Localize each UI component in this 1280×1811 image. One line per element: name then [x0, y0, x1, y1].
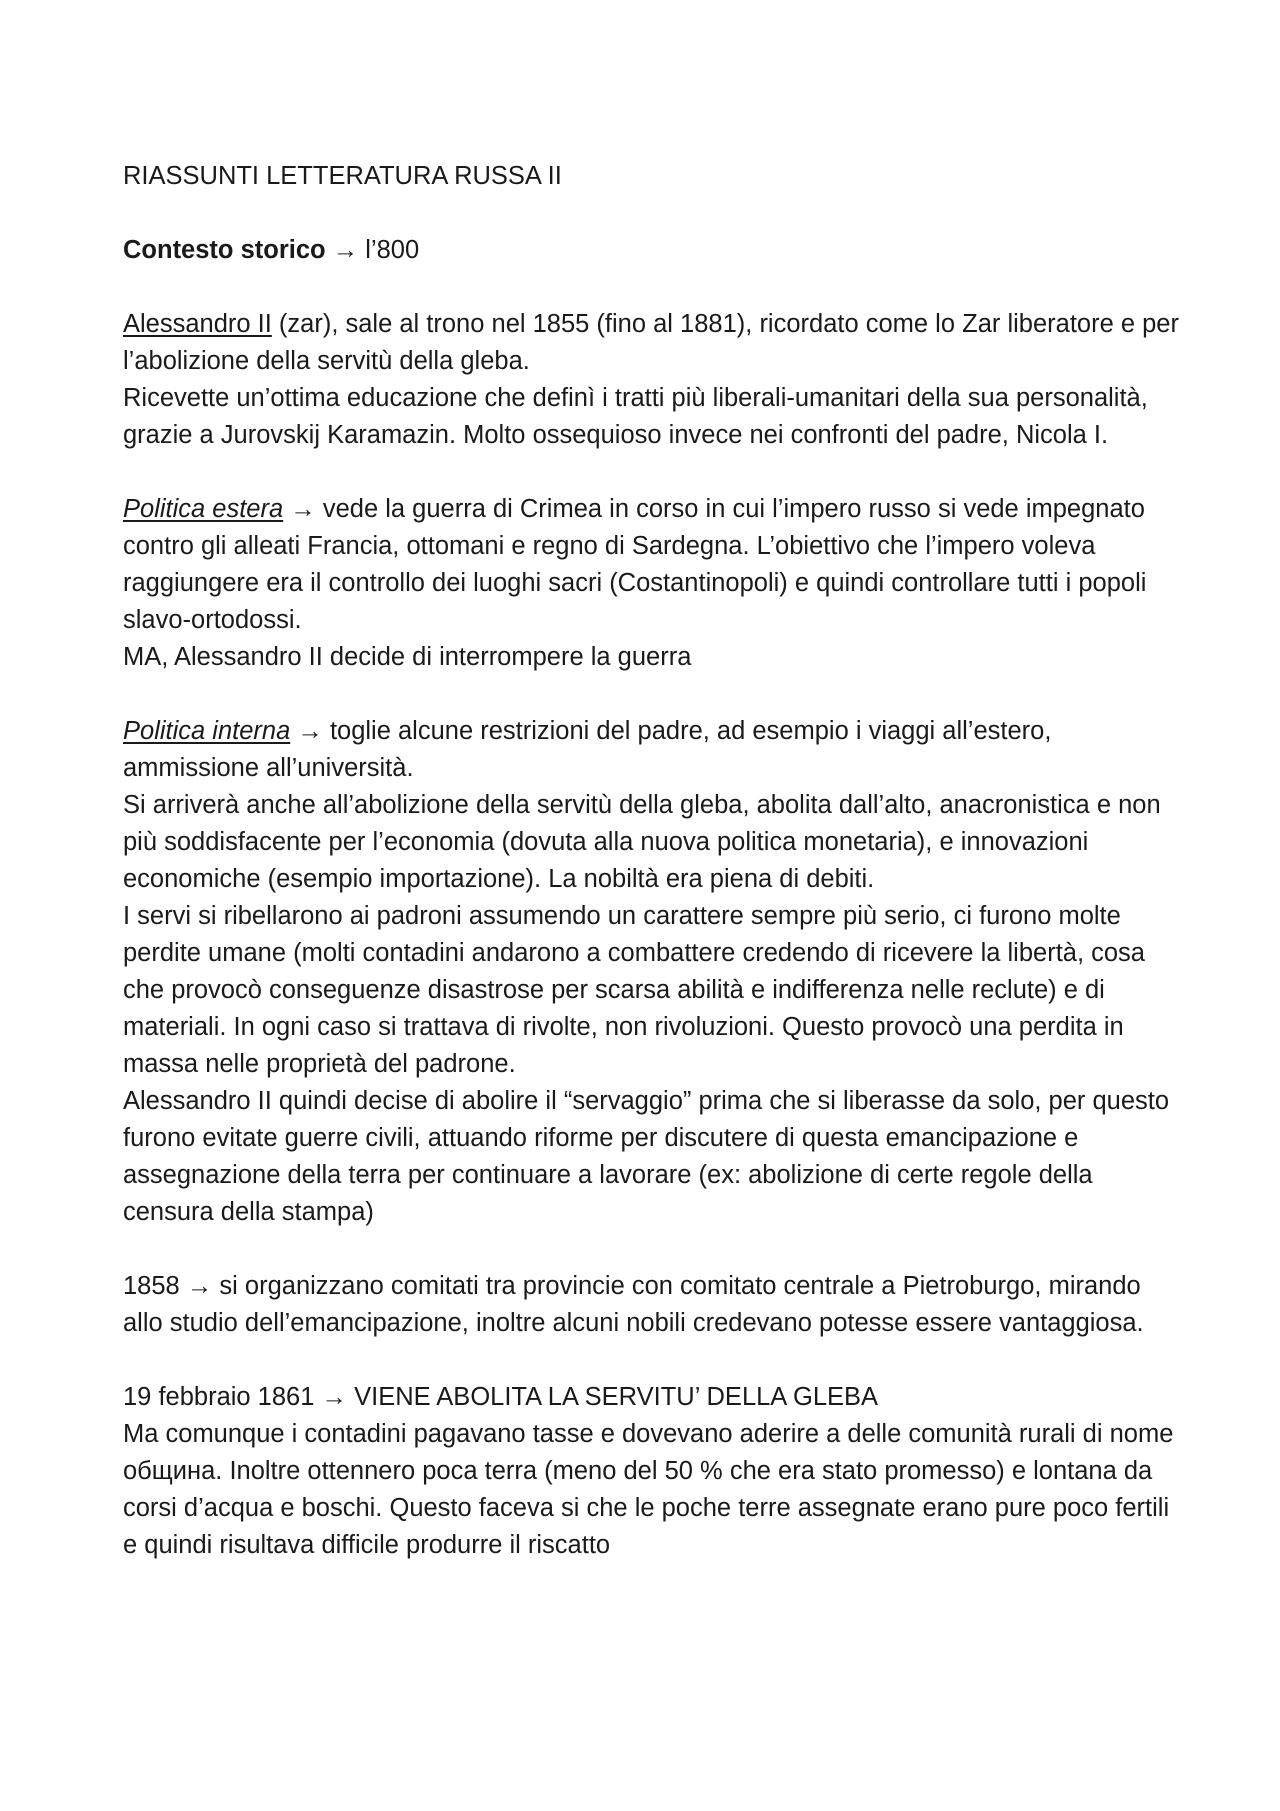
paragraph-politica-estera [123, 491, 1183, 676]
arrow-icon: → [186, 1272, 213, 1300]
politica-interna-riforme: Alessandro II quindi decise di abolire il “servaggio” prima che si liberasse da solo, per questo furono evitate guerre civili, attuando riforme per discutere di questa emancipazione e assegnazione della terra per continuare a lavorare (ex: abolizione di certe regole della censura della stampa) [123, 1087, 1170, 1226]
politica-interna-text: toglie alcune restrizioni del padre, ad esempio i viaggi all’estero, ammissione all’università. [123, 717, 1052, 782]
alessandro-education-text: Ricevette un’ottima educazione che definì i tratti più liberali-umanitari della sua personalità, grazie a Jurovskij Karamazin. Molto ossequioso invece nei confronti del padre, Nicola I. [123, 384, 1148, 449]
politica-estera-conclusion: MA, Alessandro II decide di interrompere la guerra [123, 643, 692, 671]
politica-estera-text: vede la guerra di Crimea in corso in cui l’impero russo si vede impegnato contro gli alleati Francia, ottomani e regno di Sardegna. L’obiettivo che l’impero voleva raggiungere era il controllo dei luoghi sacri (Costantinopoli) e quindi controllare tutti i popoli slavo-ortodossi. [123, 495, 1147, 634]
politica-estera-label: Politica estera [123, 495, 284, 523]
alessandro-name: Alessandro II [123, 310, 272, 338]
arrow-icon: → [321, 1383, 348, 1411]
section-heading-topic: l’800 [365, 236, 420, 264]
year-1858: 1858 [123, 1272, 180, 1300]
section-heading-label: Contesto storico [123, 236, 326, 264]
arrow-icon: → [297, 717, 323, 745]
text-1861: Ma comunque i contadini pagavano tasse e dovevano aderire a delle comunità rurali di nome община. Inoltre ottennero poca terra (meno del 50 % che era stato promesso) e lontana da corsi d’acqua e boschi. Questo faceva si che le poche terre assegnate erano pure poco fertili e quindi risultava difficile produrre il riscatto [123, 1420, 1174, 1559]
document-page [123, 158, 1183, 1601]
headline-1861: VIENE ABOLITA LA SERVITU’ DELLA GLEBA [347, 1383, 879, 1411]
document-title: RIASSUNTI LETTERATURA RUSSA II [123, 162, 562, 190]
politica-interna-label: Politica interna [123, 717, 291, 745]
paragraph-alessandro [123, 306, 1183, 454]
paragraph-1858 [123, 1268, 1183, 1342]
arrow-icon: → [290, 495, 316, 523]
paragraph-1861 [123, 1379, 1183, 1564]
date-1861: 19 febbraio 1861 [123, 1383, 315, 1411]
paragraph-politica-interna [123, 713, 1183, 1231]
alessandro-text: (zar), sale al trono nel 1855 (fino al 1881), ricordato come lo Zar liberatore e per l’abolizione della servitù della gleba. [123, 310, 1179, 375]
politica-interna-abolizione: Si arriverà anche all’abolizione della servitù della gleba, abolita dall’alto, anacronistica e non più soddisfacente per l’economia (dovuta alla nuova politica monetaria), e innovazioni economiche (esempio importazione). La nobiltà era piena di debiti. [123, 791, 1161, 893]
section-heading [123, 232, 1183, 269]
politica-interna-servi: I servi si ribellarono ai padroni assumendo un carattere sempre più serio, ci furono molte perdite umane (molti contadini andarono a combattere credendo di ricevere la libertà, cosa che provocò conseguenze disastrose per scarsa abilità e indifferenza nelle reclute) e di materiali. In ogni caso si trattava di rivolte, non rivoluzioni. Questo provocò una perdita in massa nelle proprietà del padrone. [123, 902, 1145, 1078]
text-1858: si organizzano comitati tra provincie con comitato centrale a Pietroburgo, mirando allo studio dell’emancipazione, inoltre alcuni nobili credevano potesse essere vantaggiosa. [123, 1272, 1144, 1337]
arrow-icon: → [332, 236, 359, 264]
